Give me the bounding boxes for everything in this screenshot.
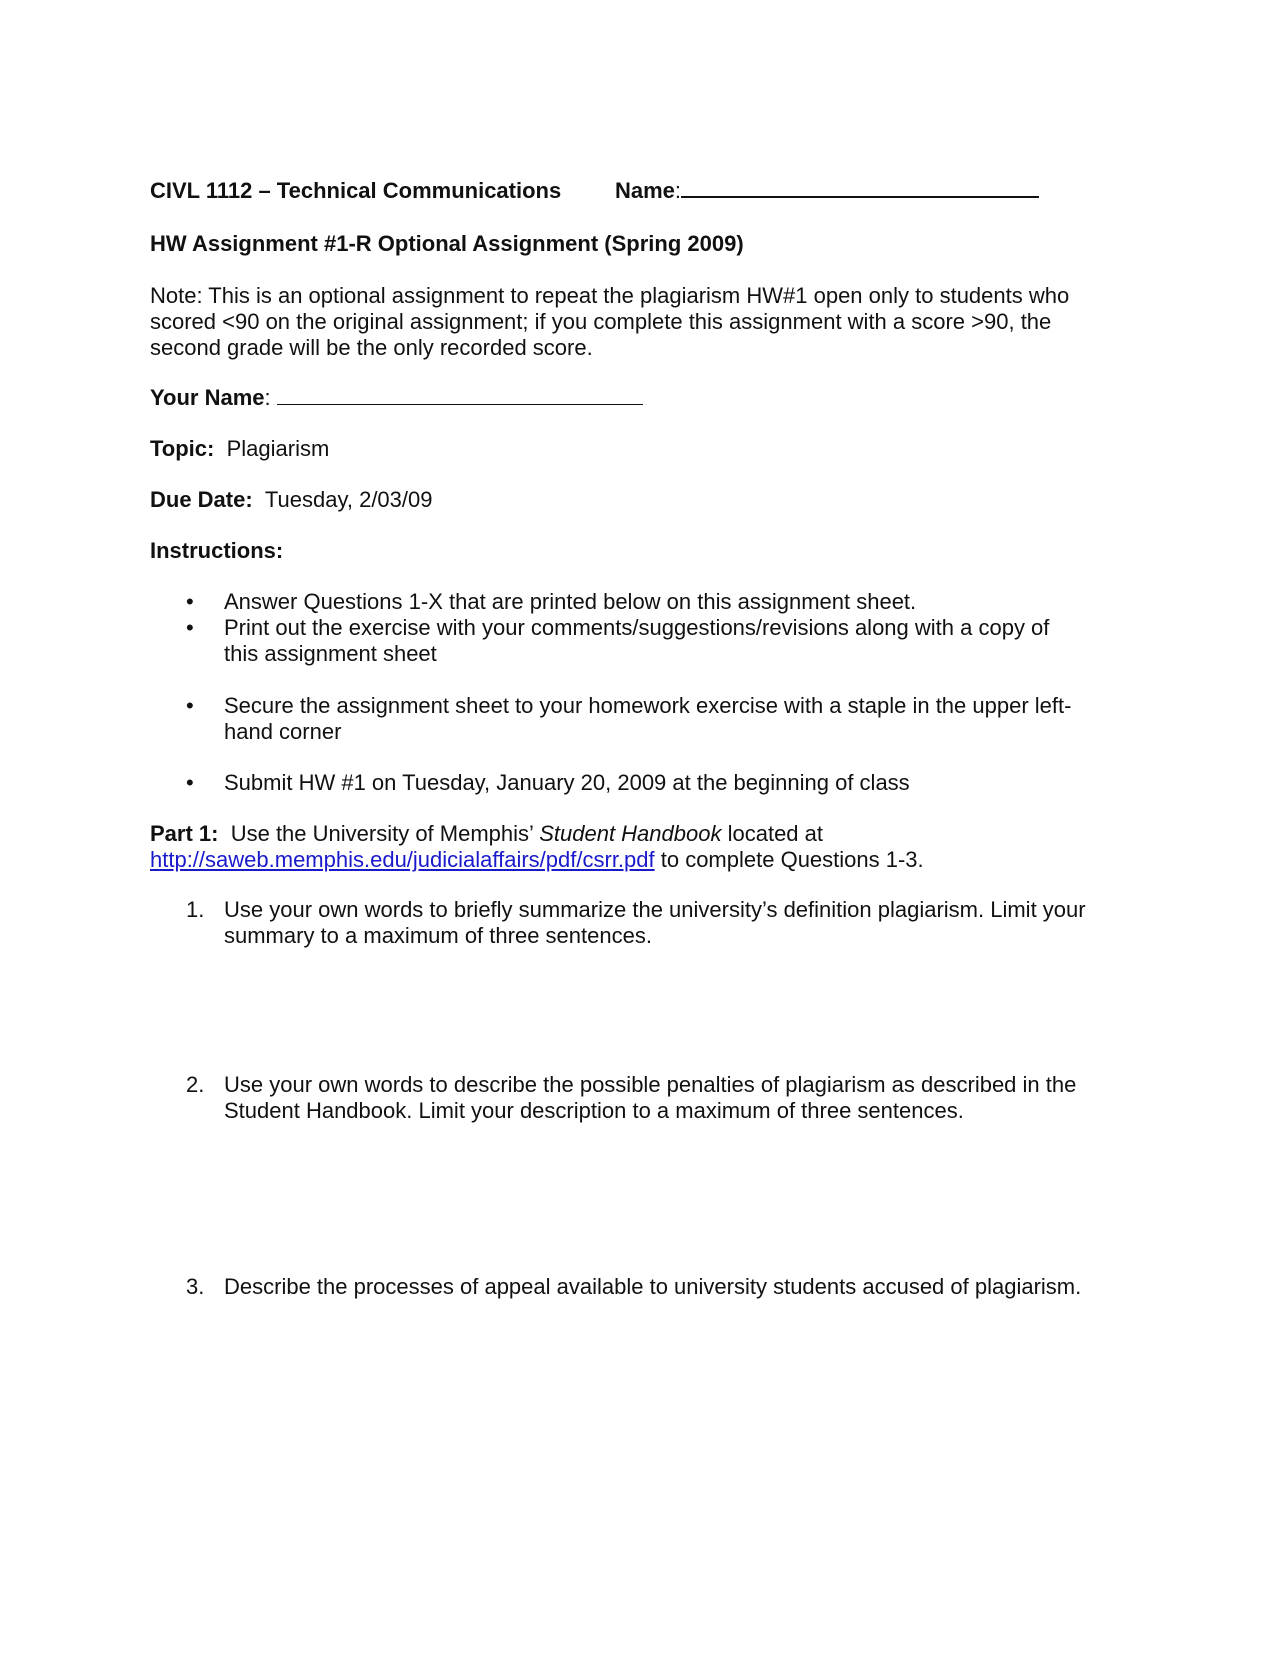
your-name-blank[interactable]: [277, 404, 643, 405]
instruction-text: [224, 693, 1124, 745]
name-header-blank[interactable]: [681, 196, 1039, 198]
part1-text-after: located at: [721, 821, 823, 846]
instruction-text: Submit HW #1 on Tuesday, January 20, 2009 at the beginning of class: [224, 770, 910, 795]
question-item: [150, 897, 1130, 949]
question-number: 3.: [186, 1274, 205, 1299]
topic-value: Plagiarism: [226, 436, 330, 461]
your-name-label: Your Name: [150, 385, 265, 410]
name-header: [615, 178, 1039, 204]
question-text-line: summary to a maximum of three sentences.: [224, 923, 652, 948]
question-item: [150, 1072, 1130, 1124]
question-number: 2.: [186, 1072, 205, 1097]
question-text: [224, 897, 1124, 949]
instruction-text-line: hand corner: [224, 719, 342, 744]
handbook-link[interactable]: http://saweb.memphis.edu/judicialaffairs/pdf/csrr.pdf: [150, 847, 655, 872]
name-header-label: Name: [615, 178, 675, 203]
question-text-line: Student Handbook. Limit your description to a maximum of three sentences.: [224, 1098, 964, 1123]
instruction-item: [150, 693, 1130, 745]
instruction-item: [150, 615, 1130, 667]
instruction-text-line: Print out the exercise with your comments/suggestions/revisions along with a copy of: [224, 615, 1050, 640]
question-text-line: Use your own words to briefly summarize the university’s definition plagiarism. Limit your: [224, 897, 1086, 922]
bullet-icon: •: [186, 770, 194, 795]
course-title: CIVL 1112 – Technical Communications: [150, 178, 562, 203]
student-handbook-title: Student Handbook: [539, 821, 722, 846]
instruction-text-line: Secure the assignment sheet to your homework exercise with a staple in the upper left-: [224, 693, 1072, 718]
part1-paragraph: [150, 821, 1130, 873]
your-name-row: [150, 385, 643, 411]
your-name-colon: :: [264, 385, 271, 410]
note-line: scored <90 on the original assignment; if you complete this assignment with a score >90, the: [150, 309, 1052, 334]
instruction-item: [150, 589, 1130, 615]
note-paragraph: [150, 283, 1069, 361]
assignment-title: HW Assignment #1-R Optional Assignment (Spring 2009): [150, 231, 744, 256]
note-line: Note: This is an optional assignment to repeat the plagiarism HW#1 open only to students who: [150, 283, 1070, 308]
due-date-label: Due Date:: [150, 487, 253, 512]
topic-row: [150, 436, 329, 462]
topic-label: Topic:: [150, 436, 215, 461]
instruction-text-line: this assignment sheet: [224, 641, 437, 666]
instructions-heading: Instructions:: [150, 538, 284, 563]
question-text-line: Use your own words to describe the possible penalties of plagiarism as described in the: [224, 1072, 1077, 1097]
part1-label: Part 1:: [150, 821, 219, 846]
question-text: Describe the processes of appeal available to university students accused of plagiarism.: [224, 1274, 1082, 1299]
document-page: [150, 0, 1130, 1656]
question-item: [150, 1274, 1130, 1300]
due-date-value: Tuesday, 2/03/09: [264, 487, 433, 512]
part1-url-suffix: to complete Questions 1-3.: [654, 847, 924, 872]
question-number: 1.: [186, 897, 205, 922]
bullet-icon: •: [186, 693, 194, 718]
instruction-item: [150, 770, 1130, 796]
note-line: second grade will be the only recorded score.: [150, 335, 593, 360]
question-text: [224, 1072, 1124, 1124]
instruction-text: Answer Questions 1-X that are printed below on this assignment sheet.: [224, 589, 917, 614]
bullet-icon: •: [186, 589, 194, 614]
instruction-text: [224, 615, 1124, 667]
bullet-icon: •: [186, 615, 194, 640]
name-header-colon: :: [674, 178, 682, 203]
part1-text: Use the University of Memphis’: [218, 821, 540, 846]
due-date-row: [150, 487, 432, 513]
